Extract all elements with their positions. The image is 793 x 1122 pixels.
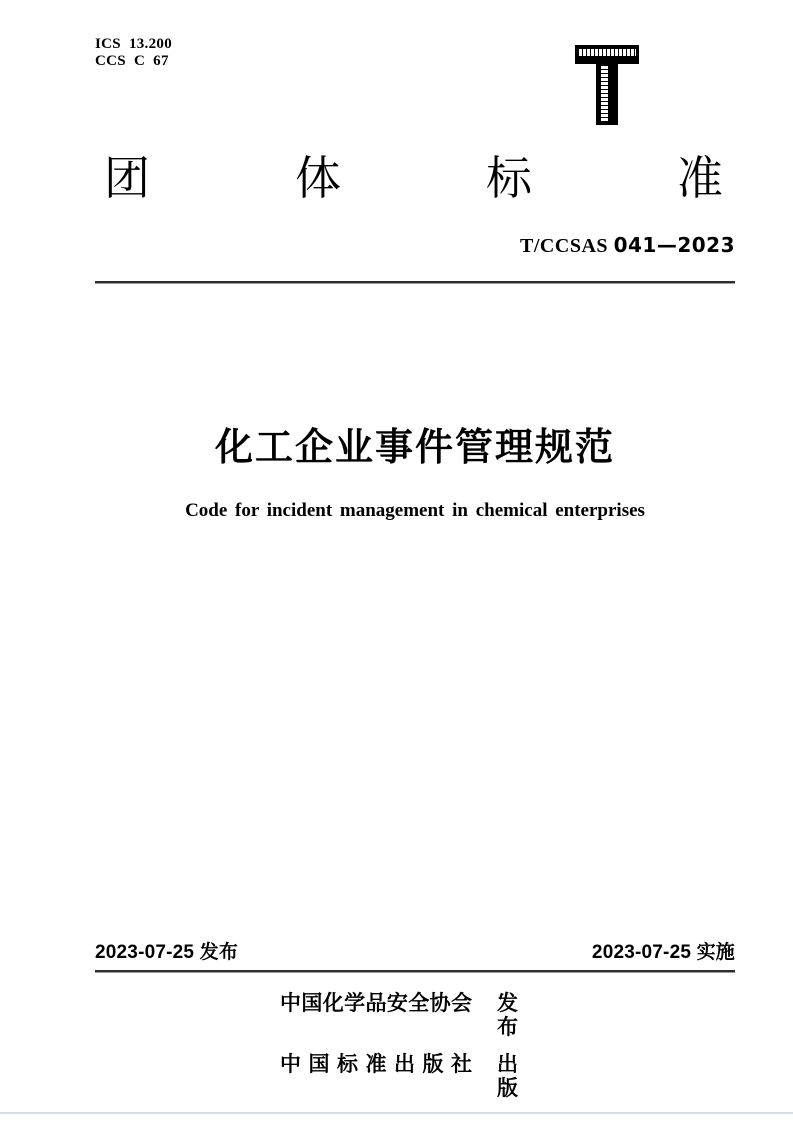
standard-code-number: 041—2023 [613, 233, 735, 257]
standard-type-heading: 团体标准 [104, 152, 723, 204]
scan-edge-artifact [0, 1112, 793, 1114]
standard-code [520, 233, 735, 258]
publisher-block [280, 992, 543, 1101]
publisher-org: 中国化学品安全协会 [280, 992, 472, 1015]
classification-codes [95, 36, 172, 70]
footer-rule [95, 970, 735, 973]
implement-date: 2023-07-25 实施 [591, 942, 735, 963]
t-logo-crossbar-hatch [578, 49, 636, 56]
publisher-action: 出 版 [497, 1053, 518, 1100]
publisher-row [280, 1053, 543, 1101]
t-standard-logo-icon [575, 45, 639, 125]
publisher-action: 发 布 [497, 992, 518, 1039]
standard-code-prefix: T/CCSAS [520, 235, 609, 257]
ics-code: ICS 13.200 [95, 36, 173, 52]
ccs-code: CCS C 67 [95, 53, 169, 69]
issue-date: 2023-07-25 发布 [95, 942, 239, 963]
date-row [95, 942, 735, 964]
publisher-row [280, 992, 543, 1040]
document-title-english: Code for incident management in chemical enterprises [185, 500, 645, 521]
t-logo-stem-hatch [601, 66, 608, 122]
header-rule [95, 281, 735, 284]
publisher-org: 中国标准出版社 [280, 1053, 472, 1076]
document-title-chinese: 化工企业事件管理规范 [214, 427, 615, 469]
